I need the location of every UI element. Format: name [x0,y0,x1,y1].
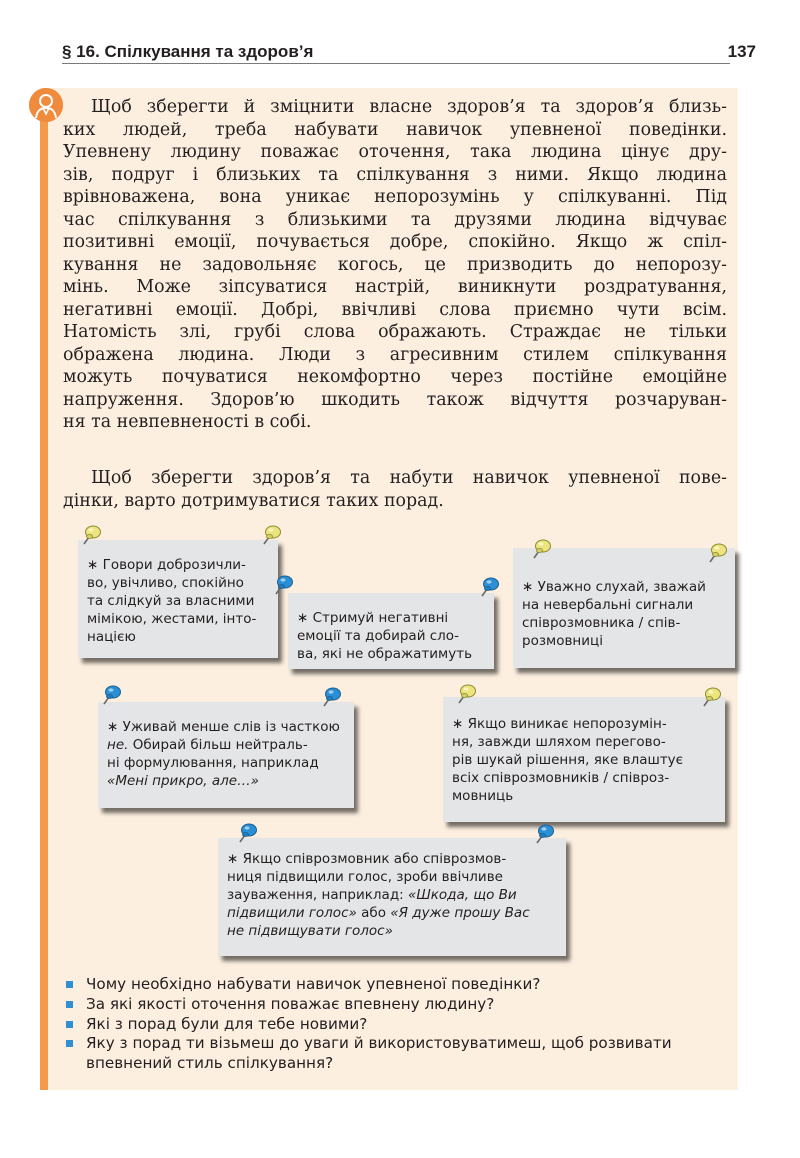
question-list [66,975,726,1074]
text-line: врівноважена, вона уникає непорозумінь у спілкуванні. Під [63,187,727,207]
bullet-square-icon [66,981,73,988]
question-text: Яку з порад ти візьмеш до уваги й використовуватимеш, щоб розвивати [86,1034,672,1053]
yellow-pushpin-icon [455,683,477,705]
note-line: мовниць [452,788,514,804]
advice-note-3 [513,548,735,668]
yellow-pushpin-icon [706,542,728,564]
bullet-square-icon [66,1021,73,1028]
note-line [227,922,557,940]
note-text: Обирай більш нейтраль- [128,737,308,753]
note-italic: «Я дуже прошу Вас [390,905,530,921]
list-item [66,1034,726,1074]
text-line: позитивні емоції, почувається добре, спокійно. Якщо ж спіл- [63,232,727,252]
text-line: ня та невпевненості в собі. [63,412,312,432]
note-line: ва, які не ображатимуть [297,646,473,662]
text-line: Натомість злі, грубі слова ображають. Страждає не тільки [63,322,727,342]
advice-note-1 [78,540,278,658]
blue-pushpin-icon [272,574,294,596]
text-line: Щоб зберегти здоров’я та набути навичок упевненої пове- [91,468,727,488]
blue-pushpin-icon [236,822,258,844]
note-line: ниця підвищили голос, зроби ввічливе [227,869,503,885]
note-line: ні формулювання, наприклад [107,755,319,771]
page-number: 137 [727,42,756,61]
note-line [107,736,345,754]
note-line: та слідкуй за власними [87,593,255,609]
note-line: співрозмовника / спів- [522,615,681,631]
text-line: мінь. Може зіпсуватися настрій, виникнути роздратування, [63,277,727,297]
text-line: ких людей, треба набувати навичок упевненої поведінки. [63,119,727,140]
note-italic: «Мені прикро, але…» [107,773,259,789]
text-line: Упевнену людину поважає оточення, така людина цінує дру- [63,142,727,162]
note-text: зауваження, наприклад: [227,887,408,903]
question-text: впевнений стиль спілкування? [86,1054,334,1073]
list-item [66,995,726,1015]
person-icon [29,88,63,122]
note-line: ∗ Уважно слухай, зважай [522,579,706,595]
blue-pushpin-icon [478,576,500,598]
note-line: на невербальні сигнали [522,597,694,613]
paragraph-1 [63,96,727,434]
note-line: нацією [87,629,136,645]
advice-note-2 [288,593,494,669]
text-line: час спілкування з близькими та друзями людина відчуває [63,209,727,230]
blue-pushpin-icon [100,684,122,706]
header-divider [62,63,730,64]
note-italic: підвищили голос» [227,905,357,921]
note-line [227,904,557,922]
text-line: кування не задовольняє когось, це призводить до непорозу- [63,254,727,275]
note-line: емоції та добирай сло- [297,628,459,644]
note-line: розмовниці [522,633,603,649]
note-line [227,886,557,904]
bullet-square-icon [66,1001,73,1008]
advice-note-5 [443,697,725,822]
blue-pushpin-icon [320,686,342,708]
note-line: ∗ Якщо співрозмовник або співрозмов- [227,851,507,867]
list-item [66,975,726,995]
note-line: мімікою, жестами, інто- [87,611,257,627]
note-line: ∗ Говори доброзичли- [87,557,246,573]
text-line: ображена людина. Люди з агресивним стилем спілкування [63,344,727,365]
text-line: дінки, варто дотримуватися таких порад. [63,490,444,511]
question-text: Які з порад були для тебе новими? [86,1014,368,1033]
advice-note-4 [98,702,354,808]
note-line [107,772,345,790]
note-text: або [356,905,391,921]
advice-note-6 [218,838,566,956]
section-title: § 16. Спілкування та здоров’я [62,42,314,61]
text-line: Щоб зберегти й зміцнити власне здоров’я та здоров’я близь- [91,97,727,117]
text-line: негативні емоції. Добрі, ввічливі слова приємно чути всім. [63,299,727,320]
question-text: За які якості оточення поважає впевнену людину? [86,994,495,1013]
text-line: зів, подруг і близьких та спілкування з ними. Якщо людина [63,164,727,185]
text-line: напруження. Здоров’ю шкодить також відчуття розчаруван- [63,389,727,410]
note-italic: «Шкода, що Ви [408,887,517,903]
note-line: рів шукай рішення, яке влаштує [452,752,684,768]
yellow-pushpin-icon [80,524,102,546]
note-italic: не. [107,737,129,753]
yellow-pushpin-icon [260,524,282,546]
note-line: ∗ Якщо виникає непорозумін- [452,716,667,732]
note-line: ня, завжди шляхом перегово- [452,734,666,750]
list-item [66,1015,726,1035]
note-line: во, увічливо, спокійно [87,575,244,591]
blue-pushpin-icon [533,823,555,845]
yellow-pushpin-icon [700,686,722,708]
yellow-pushpin-icon [530,538,552,560]
note-line: ∗ Стримуй негативні [297,610,449,626]
note-line: ∗ Уживай менше слів із часткою [107,719,340,735]
paragraph-2 [63,467,727,512]
bullet-square-icon [66,1040,73,1047]
text-line: можуть почуватися некомфортно через постійне емоційне [63,367,727,387]
question-text: Чому необхідно набувати навичок упевненої поведінки? [86,975,541,993]
note-line: всіх співрозмовників / співроз- [452,770,670,786]
panel-accent-bar [40,100,48,1090]
page-header [62,40,756,64]
note-italic: не підвищувати голос» [227,923,393,939]
